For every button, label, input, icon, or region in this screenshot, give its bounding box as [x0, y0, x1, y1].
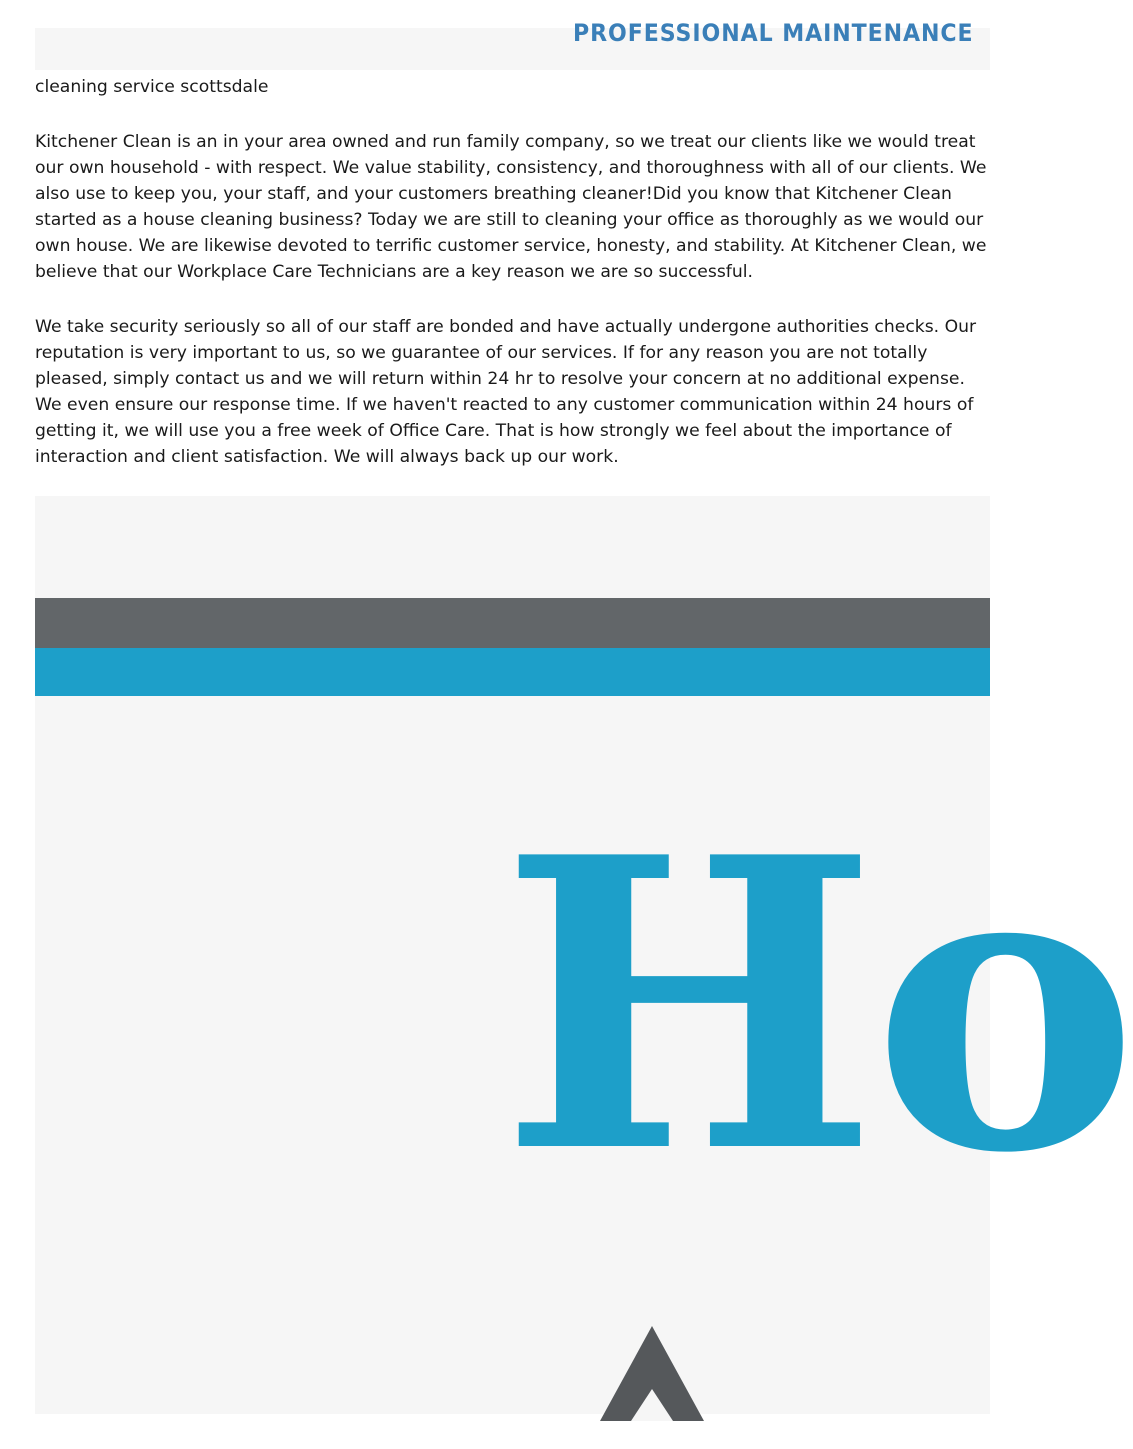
- hero-large-letters: Ho: [500, 771, 1133, 1241]
- article-paragraph-2: We take security seriously so all of our staff are bonded and have actually undergone authorities checks. Our reputation is very important to us, so we guarantee of our services. If for any reason you are not totally pleased, simply contact us and we will return within 24 hr to resolve your concern at no additional expense. We even ensure our response time. If we haven't reacted to any customer communication within 24 hours of getting it, we will use you a free week of Office Care. That is how strongly we feel about the importance of interaction and client satisfaction. We will always back up our work.: [35, 317, 977, 467]
- logo-text: PROFESSIONAL MAINTENANCE: [573, 19, 974, 47]
- article-content: [35, 74, 990, 499]
- top-banner-image: [35, 19, 990, 70]
- article-paragraph-1: Kitchener Clean is an in your area owned and run family company, so we treat our clients like we would treat our own household - with respect. We value stability, consistency, and thoroughness with all of our clients. We also use to keep you, your staff, and your customers breathing cleaner!Did you know that Kitchener Clean started as a house cleaning business? Today we are still to cleaning your office as thoroughly as we would our own house. We are likewise devoted to terrific customer service, honesty, and stability. At Kitchener Clean, we believe that our Workplace Care Technicians are a key reason we are so successful.: [35, 132, 987, 282]
- gray-letter-counter: [631, 1389, 673, 1421]
- gray-band: [35, 598, 990, 648]
- hero-image: [35, 496, 1133, 1414]
- article-heading: cleaning service scottsdale: [35, 77, 269, 97]
- blue-band: [35, 648, 990, 696]
